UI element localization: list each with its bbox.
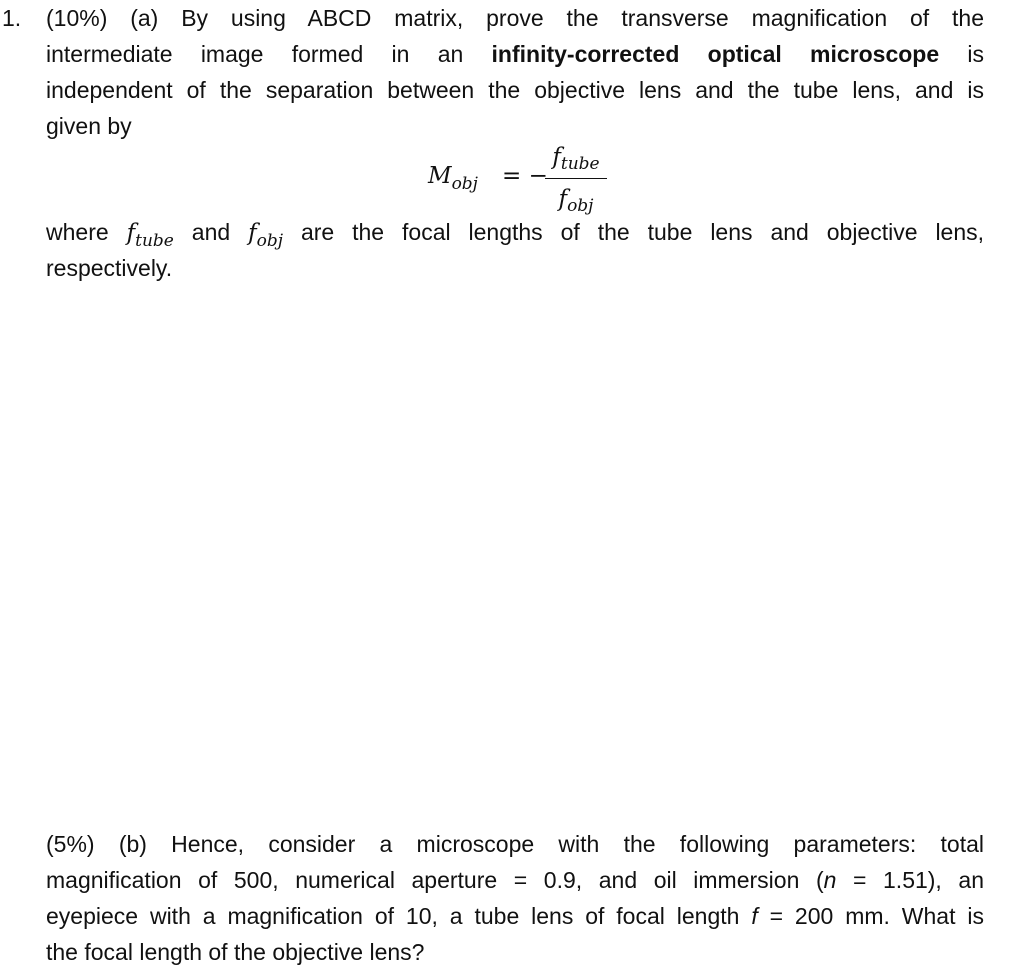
question-number: 1. bbox=[2, 5, 22, 31]
refractive-index-symbol: n bbox=[823, 867, 837, 893]
part-a-line-2-pre: intermediate image formed in an bbox=[46, 41, 464, 67]
where-line bbox=[46, 214, 984, 250]
fraction bbox=[545, 140, 607, 218]
part-b-line-1: (5%) (b) Hence, consider a microscope with the following parameters: total bbox=[46, 831, 984, 857]
respectively-line: respectively. bbox=[46, 255, 173, 281]
part-a-line-2 bbox=[46, 36, 984, 72]
where-word: where bbox=[46, 219, 109, 245]
part-a-line-2-post: is bbox=[967, 41, 984, 67]
f-obj-subscript: obj bbox=[256, 231, 283, 251]
equals-sign: = bbox=[502, 163, 522, 189]
numerator-subscript: tube bbox=[560, 154, 600, 174]
focal-length-symbol: f bbox=[751, 903, 758, 929]
fraction-denominator bbox=[545, 184, 607, 216]
part-b-text bbox=[46, 826, 984, 970]
part-b-line-2 bbox=[46, 862, 984, 898]
part-a-line-1: (10%) (a) By using ABCD matrix, prove the transverse magnification of the bbox=[46, 5, 984, 31]
where-rest: are the focal lengths of the tube lens and objective lens, bbox=[300, 219, 985, 245]
fraction-numerator bbox=[545, 142, 607, 174]
magnification-equation bbox=[0, 140, 1024, 218]
part-b-line-3-pre: eyepiece with a magnification of 10, a tube lens of focal length bbox=[46, 903, 752, 929]
infinity-corrected-term: infinity-corrected optical microscope bbox=[491, 41, 940, 67]
where-and: and bbox=[191, 219, 231, 245]
equation-lhs bbox=[428, 158, 478, 196]
lhs-symbol: M bbox=[428, 163, 452, 189]
part-b-line-2-pre: magnification of 500, numerical aperture = 0.9, and oil immersion ( bbox=[46, 867, 824, 893]
equals-minus-sign bbox=[502, 158, 548, 194]
part-b-line-3-post: = 200 mm. What is bbox=[757, 903, 984, 929]
part-a-line-3: independent of the separation between the objective lens and the tube lens, and is bbox=[46, 77, 984, 103]
f-tube-subscript: tube bbox=[135, 231, 174, 251]
part-b-line-2-post: = 1.51), an bbox=[836, 867, 984, 893]
part-a-line-4: given by bbox=[46, 113, 132, 139]
where-clause bbox=[46, 214, 984, 286]
f-obj-symbol: f bbox=[248, 220, 257, 246]
fraction-bar bbox=[545, 178, 607, 179]
f-tube-symbol: f bbox=[126, 220, 136, 246]
part-a-text bbox=[46, 0, 984, 144]
lhs-subscript: obj bbox=[451, 174, 478, 194]
minus-sign: − bbox=[528, 163, 548, 189]
denominator-symbol: f bbox=[558, 186, 568, 212]
denominator-subscript: obj bbox=[567, 196, 594, 216]
numerator-symbol: f bbox=[552, 144, 561, 170]
part-b-line-3 bbox=[46, 898, 984, 934]
part-b-line-4: the focal length of the objective lens? bbox=[46, 939, 425, 965]
